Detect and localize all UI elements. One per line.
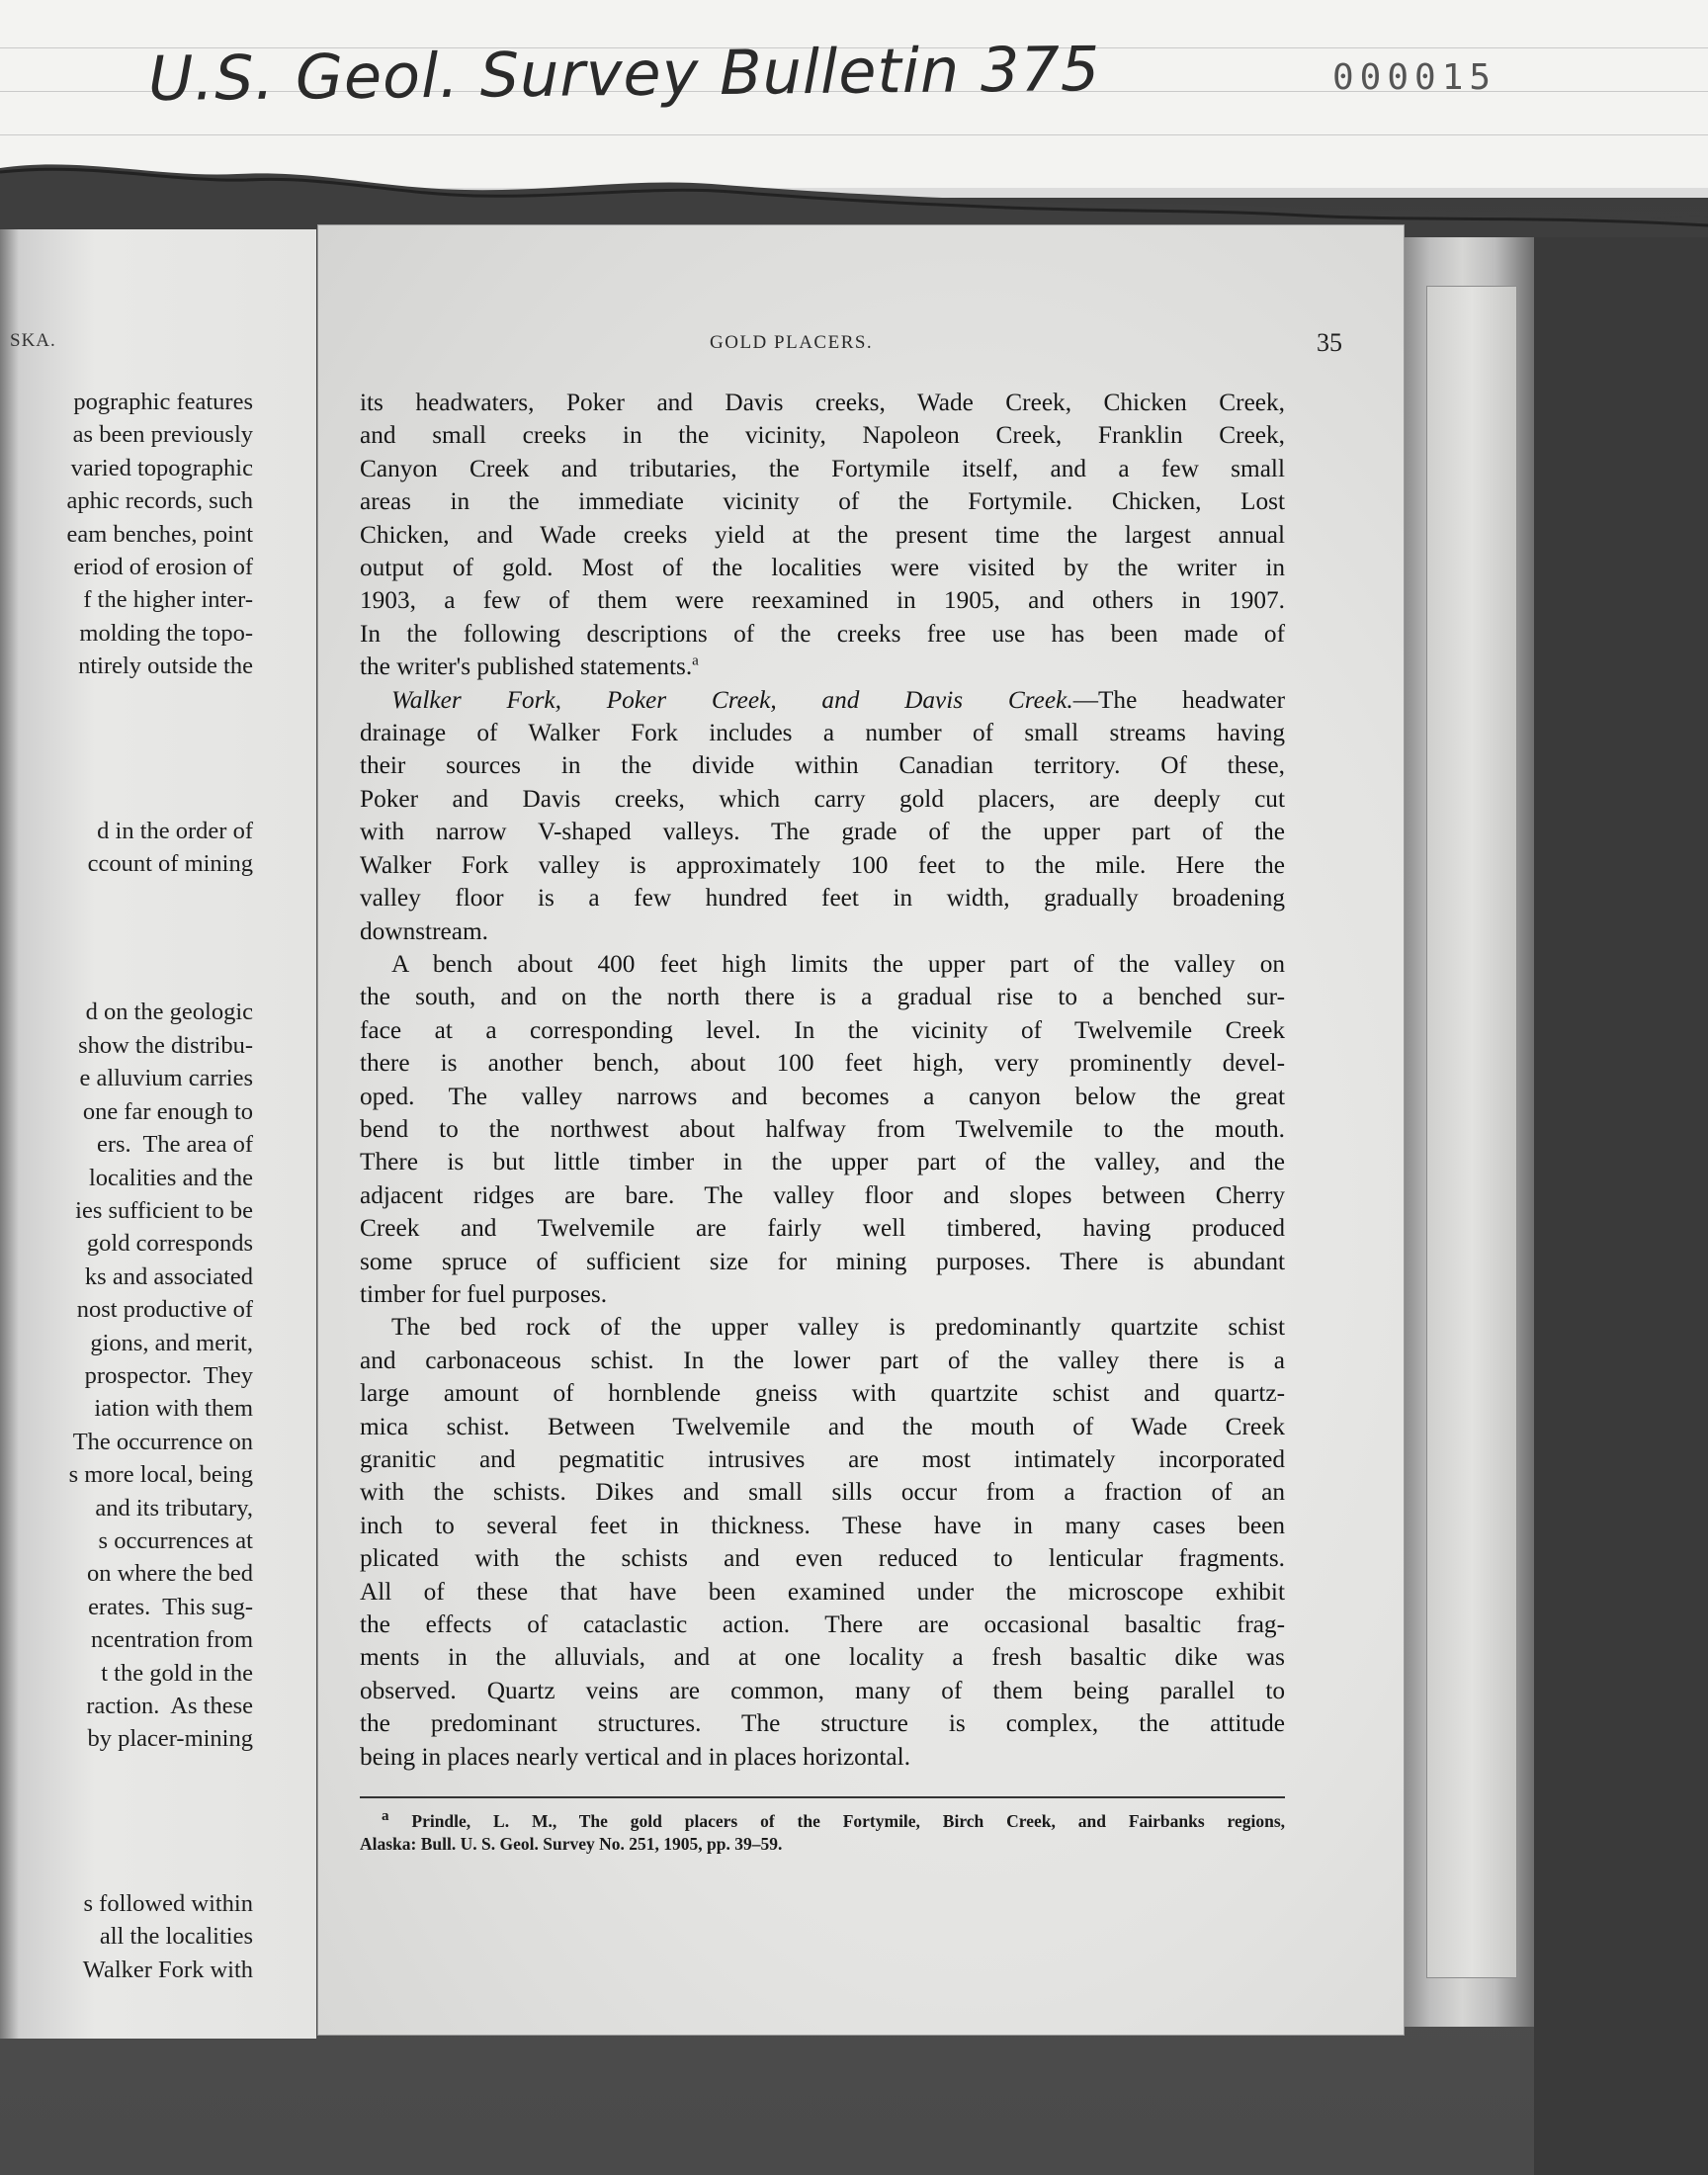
- text-line: the south, and on the north there is a gradual rise to a benched sur-: [360, 983, 1285, 1011]
- footnote-rule: [360, 1796, 1285, 1798]
- footnote-text: Prindle, L. M., The gold placers of the Fortymile, Birch Creek, and Fairbanks regions,: [411, 1811, 1286, 1831]
- left-text-line: iation with them: [94, 1395, 253, 1423]
- footnote-marker: a: [382, 1808, 389, 1825]
- text-line: output of gold. Most of the localities were visited by the writer in: [360, 554, 1285, 582]
- body-text: [360, 387, 1285, 1774]
- left-text-line: one far enough to: [82, 1097, 253, 1125]
- left-text-line: molding the topo-: [79, 619, 253, 647]
- block-gap: [67, 1756, 253, 1887]
- text-line: its headwaters, Poker and Davis creeks, Wade Creek, Chicken Creek,: [360, 389, 1285, 416]
- text-line: there is another bench, about 100 feet high, very prominently devel-: [360, 1049, 1285, 1078]
- paragraph: [360, 1311, 1285, 1774]
- left-facing-page: [0, 229, 316, 2039]
- left-text-line: gions, and merit,: [90, 1329, 253, 1356]
- heading-continuation: —The headwater: [1072, 685, 1285, 714]
- text-line: Creek and Twelvemile are fairly well timbered, having produced: [360, 1214, 1285, 1243]
- left-text-line: raction. As these: [86, 1693, 253, 1719]
- text-line: adjacent ridges are bare. The valley floor and slopes between Cherry: [360, 1180, 1285, 1209]
- text-line: observed. Quartz veins are common, many of them being parallel to: [360, 1676, 1285, 1704]
- left-text-line: ks and associated: [84, 1262, 253, 1290]
- left-text-line: d on the geologic: [85, 999, 253, 1026]
- left-text-line: ntirely outside the: [78, 652, 253, 680]
- left-text-line: ers. The area of: [96, 1131, 253, 1159]
- left-text-line: s occurrences at: [98, 1526, 253, 1554]
- left-text-line: f the higher inter-: [83, 586, 253, 614]
- text-line: Walker Fork valley is approximately 100 feet to the mile. Here the: [360, 850, 1285, 879]
- text-line: granitic and pegmatitic intrusives are most intimately incorporated: [360, 1445, 1285, 1473]
- text-line: timber for fuel purposes.: [360, 1279, 608, 1308]
- text-line: plicated with the schists and even reduced to lenticular fragments.: [360, 1544, 1285, 1573]
- left-text-line: as been previously: [72, 421, 253, 449]
- footnote: [360, 1810, 1285, 1856]
- text-line: In the following descriptions of the creeks free use has been made of: [360, 619, 1285, 648]
- left-running-head: SKA.: [10, 330, 56, 351]
- footnote-marker: a: [692, 652, 699, 669]
- footnote-line: [360, 1833, 1285, 1856]
- text-line-content: the writer's published statements.: [360, 652, 693, 681]
- dark-margin: [1534, 237, 1708, 2175]
- page-header: [318, 328, 1404, 358]
- text-line: Chicken, and Wade creeks yield at the present time the largest annual: [360, 520, 1285, 549]
- text-line: ments in the alluvials, and at one locality a fresh basaltic dike was: [360, 1643, 1285, 1672]
- text-line: bend to the northwest about halfway from Twelvemile to the mouth.: [360, 1114, 1285, 1143]
- text-line: and carbonaceous schist. In the lower part of the valley there is a: [360, 1346, 1285, 1374]
- text-line: being in places nearly vertical and in places horizontal.: [360, 1742, 911, 1771]
- left-text-line: varied topographic: [70, 454, 253, 481]
- text-line: A bench about 400 feet high limits the upper part of the valley on: [391, 949, 1285, 978]
- left-text-line: by placer-mining: [87, 1725, 253, 1753]
- book-page-edges: [1404, 237, 1534, 2027]
- left-text-line: The occurrence on: [72, 1428, 253, 1455]
- paragraph: [360, 387, 1285, 684]
- running-head: GOLD PLACERS.: [710, 332, 874, 353]
- left-text-line: gold corresponds: [86, 1230, 253, 1258]
- handwritten-title: U.S. Geol. Survey Bulletin 375: [147, 32, 1101, 116]
- stamp-number: 000015: [1332, 57, 1497, 98]
- text-line: drainage of Walker Fork includes a number of small streams having: [360, 719, 1285, 747]
- left-text-line: nost productive of: [76, 1296, 253, 1324]
- left-text-line: erates. This sug-: [88, 1593, 253, 1620]
- page-number: 35: [1317, 328, 1342, 357]
- left-text-line: on where the bed: [86, 1560, 253, 1588]
- left-text-line: s more local, being: [68, 1461, 253, 1489]
- text-line: oped. The valley narrows and becomes a canyon below the great: [360, 1082, 1285, 1110]
- left-text-line: t the gold in the: [101, 1659, 253, 1687]
- text-line: mica schist. Between Twelvemile and the mouth of Wade Creek: [360, 1412, 1285, 1440]
- left-text-line: prospector. They: [84, 1361, 253, 1389]
- text-line: [360, 651, 1285, 683]
- text-line: Poker and Davis creeks, which carry gold placers, are deeply cut: [360, 784, 1285, 813]
- left-text-line: aphic records, such: [66, 487, 253, 515]
- paragraph: [360, 684, 1285, 948]
- book-inner-edge: [1427, 287, 1516, 1977]
- text-line: Canyon Creek and tributaries, the Fortymile itself, and a few small: [360, 454, 1285, 482]
- left-page-text: [67, 386, 253, 1986]
- block-gap: [67, 683, 253, 815]
- text-line: 1903, a few of them were reexamined in 1905, and others in 1907.: [360, 586, 1285, 615]
- text-line: All of these that have been examined under the microscope exhibit: [360, 1577, 1285, 1606]
- footnote-text: Alaska: Bull. U. S. Geol. Survey No. 251, 1905, pp. 39–59.: [360, 1834, 783, 1854]
- paragraph: [360, 948, 1285, 1311]
- left-text-line: pographic features: [73, 389, 253, 415]
- left-text-line: and its tributary,: [95, 1494, 253, 1522]
- ruled-line: [0, 134, 1708, 135]
- text-line: with narrow V-shaped valleys. The grade of the upper part of the: [360, 818, 1285, 846]
- text-line: some spruce of sufficient size for mining purposes. There is abundant: [360, 1247, 1285, 1275]
- left-text-line: all the localities: [99, 1923, 253, 1951]
- text-line: inch to several feet in thickness. These have in many cases been: [360, 1511, 1285, 1539]
- text-line: their sources in the divide within Canadian territory. Of these,: [360, 751, 1285, 780]
- left-text-line: ncentration from: [91, 1626, 253, 1654]
- paragraph-first-line: [360, 684, 1285, 717]
- text-line: areas in the immediate vicinity of the Fortymile. Chicken, Lost: [360, 487, 1285, 516]
- left-text-line: e alluvium carries: [79, 1065, 253, 1092]
- text-line: face at a corresponding level. In the vicinity of Twelvemile Creek: [360, 1015, 1285, 1044]
- left-text-line: eam benches, point: [66, 520, 253, 548]
- text-line: with the schists. Dikes and small sills occur from a fraction of an: [360, 1478, 1285, 1507]
- block-gap: [67, 880, 253, 996]
- left-text-line: ccount of mining: [87, 850, 253, 878]
- text-line: large amount of hornblende gneiss with quartzite schist and quartz-: [360, 1379, 1285, 1408]
- text-line: valley floor is a few hundred feet in width, gradually broadening: [360, 884, 1285, 913]
- text-line: and small creeks in the vicinity, Napoleon Creek, Franklin Creek,: [360, 421, 1285, 450]
- text-line: There is but little timber in the upper part of the valley, and the: [360, 1148, 1285, 1176]
- left-text-line: Walker Fork with: [82, 1956, 253, 1983]
- left-text-line: ies sufficient to be: [75, 1196, 253, 1224]
- text-line: The bed rock of the upper valley is predominantly quartzite schist: [391, 1313, 1285, 1342]
- text-line: downstream.: [360, 916, 488, 945]
- main-page: [318, 225, 1404, 2035]
- text-line: the effects of cataclastic action. There are occasional basaltic frag-: [360, 1610, 1285, 1639]
- left-text-line: localities and the: [89, 1164, 253, 1191]
- left-text-line: eriod of erosion of: [73, 554, 253, 581]
- text-line: the predominant structures. The structure is complex, the attitude: [360, 1709, 1285, 1738]
- left-text-line: show the distribu-: [78, 1031, 253, 1059]
- left-text-line: s followed within: [83, 1889, 253, 1917]
- left-text-line: d in the order of: [97, 817, 253, 844]
- footnote-line: [360, 1810, 1285, 1833]
- section-heading: Walker Fork, Poker Creek, and Davis Creek.: [391, 685, 1073, 714]
